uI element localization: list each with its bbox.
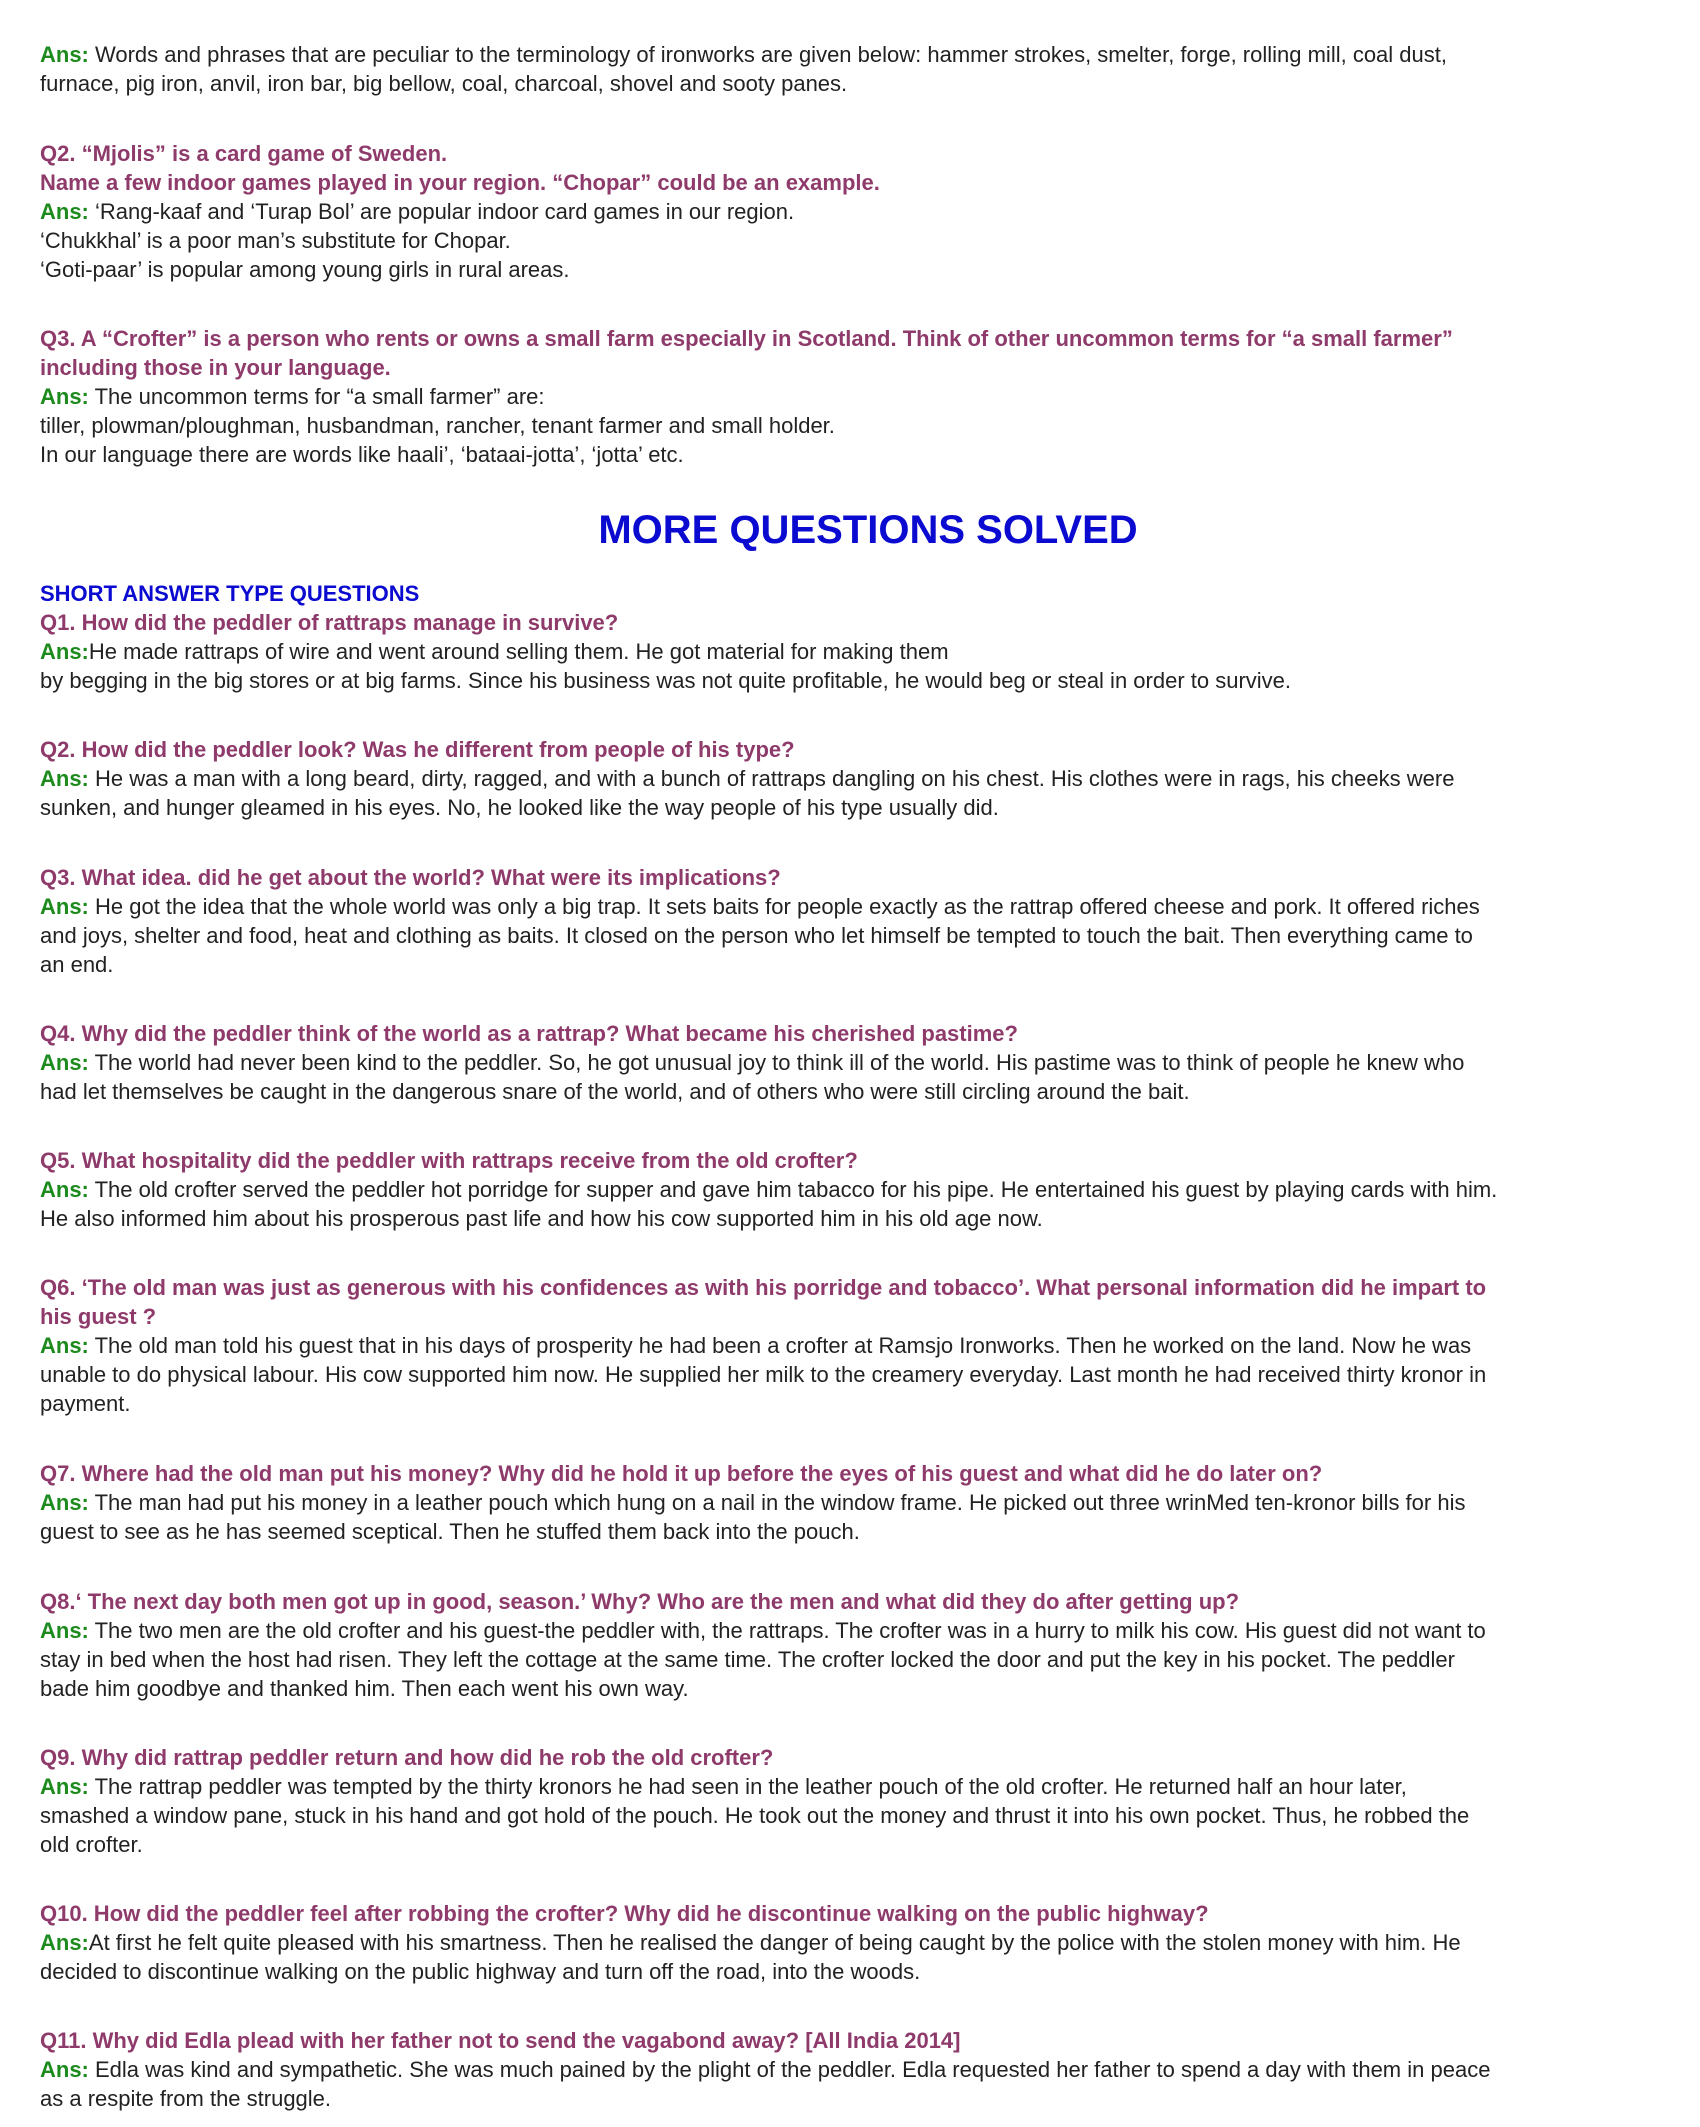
answer-label: Ans: <box>40 1618 89 1643</box>
answer-line <box>40 226 1690 255</box>
answer-line <box>40 1175 1690 1204</box>
answer-line <box>40 1389 1690 1418</box>
answer-label: Ans: <box>40 1333 89 1358</box>
answer-text: bade him goodbye and thanked him. Then each went his own way. <box>40 1676 689 1701</box>
page-heading: MORE QUESTIONS SOLVED <box>598 508 1138 552</box>
answer-text: guest to see as he has seemed sceptical. Then he stuffed them back into the pouch. <box>40 1519 860 1544</box>
answer-text: The two men are the old crofter and his guest-the peddler with, the rattraps. The crofter was in a hurry to milk his cow. His guest did not want to <box>88 1618 1486 1643</box>
answer-text: as a respite from the struggle. <box>40 2086 332 2111</box>
answer-text: sunken, and hunger gleamed in his eyes. No, he looked like the way people of his type usually did. <box>40 795 999 820</box>
answer-text: The man had put his money in a leather pouch which hung on a nail in the window frame. He picked out three wrinMed ten-kronor bills for his <box>88 1490 1466 1515</box>
answer-text: an end. <box>40 952 114 977</box>
answer-line <box>40 69 1690 98</box>
answer-line <box>40 255 1690 284</box>
question-line: Q7. Where had the old man put his money? Why did he hold it up before the eyes of his guest and what did he do later on? <box>40 1461 1323 1486</box>
question-line: Q9. Why did rattrap peddler return and how did he rob the old crofter? <box>40 1745 774 1770</box>
answer-line <box>40 411 1690 440</box>
answer-line <box>40 1674 1690 1703</box>
answer-text: ‘Goti-paar’ is popular among young girls in rural areas. <box>40 257 570 282</box>
answer-line <box>40 1488 1690 1517</box>
answer-text: payment. <box>40 1391 131 1416</box>
qa-block <box>40 2026 1690 2113</box>
question-line: Q2. How did the peddler look? Was he different from people of his type? <box>40 737 795 762</box>
answer-label: Ans: <box>40 2057 89 2082</box>
answer-text: and joys, shelter and food, heat and clothing as baits. It closed on the person who let himself be tempted to touch the bait. Then everything came to <box>40 923 1473 948</box>
answer-text: In our language there are words like haali’, ‘bataai-jotta’, ‘jotta’ etc. <box>40 442 684 467</box>
answer-text: ‘Chukkhal’ is a poor man’s substitute for Chopar. <box>40 228 511 253</box>
answer-label: Ans: <box>40 766 89 791</box>
answer-line <box>40 382 1690 411</box>
question-line: Q3. What idea. did he get about the world? What were its implications? <box>40 865 781 890</box>
answer-line <box>40 1360 1690 1389</box>
answer-line <box>40 764 1690 793</box>
qa-block <box>40 1899 1690 1986</box>
answer-line <box>40 950 1690 979</box>
answer-line <box>40 1517 1690 1546</box>
qa-block <box>40 1273 1690 1418</box>
qa-block <box>40 608 1690 695</box>
answer-text: Words and phrases that are peculiar to the terminology of ironworks are given below: hammer strokes, smelter, forge, rolling mill, coal dust, <box>88 42 1447 67</box>
qa-block <box>40 324 1690 469</box>
answer-text: He also informed him about his prosperous past life and how his cow supported him in his old age now. <box>40 1206 1043 1231</box>
question-line: Q2. “Mjolis” is a card game of Sweden. <box>40 141 448 166</box>
question-line: Q4. Why did the peddler think of the world as a rattrap? What became his cherished pastime? <box>40 1021 1018 1046</box>
answer-line <box>40 1957 1690 1986</box>
answer-text: furnace, pig iron, anvil, iron bar, big bellow, coal, charcoal, shovel and sooty panes. <box>40 71 848 96</box>
answer-text: by begging in the big stores or at big farms. Since his business was not quite profitable, he would beg or steal in order to survive. <box>40 668 1292 693</box>
answer-text: had let themselves be caught in the dangerous snare of the world, and of others who were still circling around the bait. <box>40 1079 1190 1104</box>
answer-line <box>40 1616 1690 1645</box>
answer-line <box>40 197 1690 226</box>
answer-text: ‘Rang-kaaf and ‘Turap Bol’ are popular indoor card games in our region. <box>88 199 795 224</box>
answer-label: Ans: <box>40 639 89 664</box>
answer-line <box>40 1204 1690 1233</box>
answer-text: He was a man with a long beard, dirty, ragged, and with a bunch of rattraps dangling on his chest. His clothes were in rags, his cheeks were <box>88 766 1455 791</box>
answer-text: decided to discontinue walking on the public highway and turn off the road, into the woods. <box>40 1959 921 1984</box>
answer-text: He made rattraps of wire and went around selling them. He got material for making them <box>88 639 949 664</box>
answer-line <box>40 892 1690 921</box>
answer-line <box>40 1801 1690 1830</box>
answer-line <box>40 2055 1690 2084</box>
answer-line <box>40 1772 1690 1801</box>
answer-label: Ans: <box>40 894 89 919</box>
answer-text: unable to do physical labour. His cow supported him now. He supplied her milk to the creamery everyday. Last month he had received thirty kronor in <box>40 1362 1487 1387</box>
qa-block <box>40 1459 1690 1546</box>
answer-line <box>40 1048 1690 1077</box>
answer-line <box>40 1331 1690 1360</box>
qa-block <box>40 1587 1690 1703</box>
answer-text: He got the idea that the whole world was only a big trap. It sets baits for people exactly as the rattrap offered cheese and pork. It offered riches <box>88 894 1480 919</box>
qa-block <box>40 1019 1690 1106</box>
answer-line <box>40 440 1690 469</box>
answer-text: The world had never been kind to the peddler. So, he got unusual joy to think ill of the world. His pastime was to think of people he knew who <box>88 1050 1465 1075</box>
answer-line <box>40 1830 1690 1859</box>
answer-text: The rattrap peddler was tempted by the thirty kronors he had seen in the leather pouch of the old crofter. He returned half an hour later, <box>88 1774 1407 1799</box>
answer-line <box>40 921 1690 950</box>
answer-line <box>40 1645 1690 1674</box>
answer-line <box>40 637 1690 666</box>
qa-block <box>40 735 1690 822</box>
answer-text: The old crofter served the peddler hot porridge for supper and gave him tabacco for his pipe. He entertained his guest by playing cards with him. <box>88 1177 1498 1202</box>
answer-line <box>40 1077 1690 1106</box>
question-line: Q5. What hospitality did the peddler with rattraps receive from the old crofter? <box>40 1148 858 1173</box>
qa-block <box>40 863 1690 979</box>
answer-label: Ans: <box>40 384 89 409</box>
answer-label: Ans: <box>40 1050 89 1075</box>
answer-label: Ans: <box>40 1490 89 1515</box>
answer-label: Ans: <box>40 199 89 224</box>
answer-text: tiller, plowman/ploughman, husbandman, rancher, tenant farmer and small holder. <box>40 413 835 438</box>
question-line: his guest ? <box>40 1304 157 1329</box>
answer-text: smashed a window pane, stuck in his hand and got hold of the pouch. He took out the money and thrust it into his own pocket. Thus, he robbed the <box>40 1803 1470 1828</box>
question-line: Q10. How did the peddler feel after robbing the crofter? Why did he discontinue walking on the public highway? <box>40 1901 1209 1926</box>
qa-block <box>40 40 1690 98</box>
answer-text: The uncommon terms for “a small farmer” are: <box>88 384 545 409</box>
question-line: Q11. Why did Edla plead with her father not to send the vagabond away? [All India 2014] <box>40 2028 961 2053</box>
answer-label: Ans: <box>40 1930 89 1955</box>
answer-line <box>40 40 1690 69</box>
answer-text: The old man told his guest that in his days of prosperity he had been a crofter at Ramsjo Ironworks. Then he worked on the land. Now he was <box>88 1333 1472 1358</box>
qa-block <box>40 1146 1690 1233</box>
answer-text: stay in bed when the host had risen. They left the cottage at the same time. The crofter locked the door and put the key in his pocket. The peddler <box>40 1647 1455 1672</box>
answer-text: Edla was kind and sympathetic. She was much pained by the plight of the peddler. Edla requested her father to spend a day with them in peace <box>88 2057 1491 2082</box>
answer-label: Ans: <box>40 42 89 67</box>
question-line: Q1. How did the peddler of rattraps manage in survive? <box>40 610 619 635</box>
question-line: Name a few indoor games played in your region. “Chopar” could be an example. <box>40 170 880 195</box>
answer-label: Ans: <box>40 1177 89 1202</box>
question-line: Q8.‘ The next day both men got up in good, season.’ Why? Who are the men and what did they do after getting up? <box>40 1589 1240 1614</box>
answer-text: old crofter. <box>40 1832 143 1857</box>
question-line: Q6. ‘The old man was just as generous with his confidences as with his porridge and tobacco’. What personal information did he impart to <box>40 1275 1487 1300</box>
answer-line <box>40 2084 1690 2113</box>
qa-block <box>40 139 1690 284</box>
answer-line <box>40 793 1690 822</box>
answer-line <box>40 1928 1690 1957</box>
question-line: including those in your language. <box>40 355 391 380</box>
answer-text: At first he felt quite pleased with his smartness. Then he realised the danger of being caught by the police with the stolen money with him. He <box>88 1930 1461 1955</box>
question-line: Q3. A “Crofter” is a person who rents or owns a small farm especially in Scotland. Think of other uncommon terms for “a small farmer” <box>40 326 1453 351</box>
qa-block <box>40 1743 1690 1859</box>
answer-line <box>40 666 1690 695</box>
section-label: SHORT ANSWER TYPE QUESTIONS <box>40 581 420 606</box>
answer-label: Ans: <box>40 1774 89 1799</box>
